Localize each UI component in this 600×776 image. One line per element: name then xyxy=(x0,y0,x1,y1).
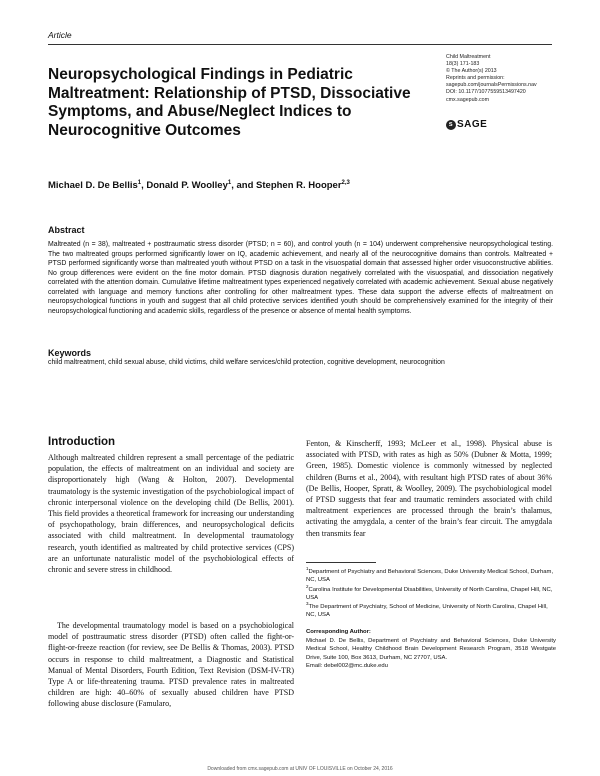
author-name: Michael D. De Bellis xyxy=(48,180,138,192)
footnote-affiliation-3 xyxy=(306,600,554,620)
footnote-number: 2 xyxy=(306,584,309,589)
introduction-heading: Introduction xyxy=(48,436,116,448)
reprints-label: Reprints and permission: xyxy=(446,75,505,82)
author-separator: , xyxy=(141,180,147,192)
doi[interactable]: DOI: 10.1177/1077559513497420 xyxy=(446,89,526,96)
corresponding-author xyxy=(306,628,556,671)
author-affiliation: 1 xyxy=(137,180,142,186)
article-type-label: Article xyxy=(48,30,72,40)
publisher-name: SAGE xyxy=(457,119,488,130)
author-affiliation: 2,3 xyxy=(341,180,350,186)
corresponding-author-address: Michael D. De Bellis, Department of Psychiatry and Behavioral Sciences, Duke University Medical School, Healthy Childhood Brain Development Research Program, 3518 Westgate Drive, Suite 100, Box 3613, Durham, NC 27707, USA. xyxy=(306,637,556,661)
footnote-affiliation-1 xyxy=(306,565,554,585)
footnote-text: Department of Psychiatry and Behavioral Sciences, Duke University Medical School, Durham, NC, USA xyxy=(306,568,554,584)
journal-name: Child Maltreatment xyxy=(446,54,491,60)
intro-paragraph-continued: Fenton, & Kinscherff, 1993; McLeer et al., 1998). Physical abuse is associated with PTSD, with rates as high as 50% (Dubner & Motta, 1999; Green, 1985). Domestic violence is commonly witnessed by neglected children (Burns et al., 2004), with resultant high PTSD rates of about 36% (De Bellis, Hooper, Spratt, & Woolley, 2009). The psychobiological model of PTSD suggests that fear and traumatic reminders associated with child maltreatment experiences are processed through the brain’s thalamus, activating the amygdala, a center of the brain’s fear circuit. The amygdala then transmits fear xyxy=(306,439,552,538)
paper-title: Neuropsychological Findings in Pediatric Maltreatment: Relationship of PTSD, Dissociative Symptoms, and Abuse/Neglect Indices to Neurocognitive Outcomes xyxy=(48,66,411,139)
footnote-number: 1 xyxy=(306,566,309,571)
journal-meta xyxy=(446,54,556,104)
journal-url[interactable]: cmx.sagepub.com xyxy=(446,96,489,103)
volume-pages: 18(3) 171-183 xyxy=(446,61,480,68)
download-footer: Downloaded from cmx.sagepub.com at UNIV OF LOUISVILLE on October 24, 2016 xyxy=(207,766,393,772)
footnote-text: Carolina Institute for Developmental Disabilities, University of North Carolina, Chapel Hill, NC, USA xyxy=(306,586,553,602)
keywords-text: child maltreatment, child sexual abuse, child victims, child welfare services/child protection, cognitive development, neurocognition xyxy=(48,359,445,366)
author-name: Donald P. Woolley xyxy=(146,180,228,192)
author-name: Stephen R. Hooper xyxy=(256,180,342,192)
abstract-heading: Abstract xyxy=(48,225,85,235)
corresponding-author-email[interactable]: Email: debel002@mc.duke.edu xyxy=(306,663,388,669)
footnote-text: The Department of Psychiatry, School of Medicine, University of North Carolina, Chapel Hill, NC, USA xyxy=(306,603,548,619)
reprints-link[interactable]: sagepub.com/journalsPermissions.nav xyxy=(446,82,537,89)
sage-logo xyxy=(446,119,487,130)
author-list xyxy=(48,180,350,191)
copyright: © The Author(s) 2013 xyxy=(446,68,497,75)
corresponding-author-heading: Corresponding Author: xyxy=(306,629,371,635)
intro-paragraph-1: Although maltreated children represent a small percentage of the pediatric population, the effects of maltreatment on an individual and society are disproportionately high (Wang & Holton, 2007). Developmental traumatology is the systemic investigation of the psychobiological impact of chronic interpersonal violence on the developing child (De Bellis, 2001). This field provides a theoretical framework for increasing our understanding of psychopathology, brain differences, and neuropsychological deficits associated with child maltreatment. In developmental traumatology research, youth identified as maltreated by child protective services (CPS) are an unfortunate naturalistic model of the psychobiological effects of chronic and severe stress in childhood. xyxy=(48,453,294,575)
author-separator: , and xyxy=(231,180,257,192)
abstract-text: Maltreated (n = 38), maltreated + posttraumatic stress disorder (PTSD; n = 60), and control youth (n = 104) underwent comprehensive neuropsychological testing. The two maltreated groups performed significantly lower on IQ, academic achievement, and nearly all of the neurocognitive domains than controls. Maltreated + PTSD performed significantly worse than maltreated youth without PTSD on a task in the visuospatial domain that assessed higher order visuoconstructive abilities. No group differences were evident on the fine motor domain. PTSD diagnosis duration negatively correlated with the visuospatial, and dissociation negatively correlated with the attention domain. Cumulative lifetime maltreatment types experienced negatively correlated with academic achievement. Sexual abuse negatively correlated with language and memory functions after controlling for other maltreatment types. These data support the adverse effects of maltreatment on neuropsychological functions in youth and suggest that all child protective services identified youth should be comprehensively examined for the integrity of their neuropsychological functioning and academic skills, regardless of the presence or absence of mental health symptoms. xyxy=(48,241,553,315)
sage-logo-icon: s xyxy=(446,120,456,130)
footnote-number: 3 xyxy=(306,601,309,606)
author-affiliation: 1 xyxy=(227,180,232,186)
intro-paragraph-2: The developmental traumatology model is based on a psychobiological model of posttraumatic stress disorder (PTSD) often called the fight-or-flight-or-freeze reaction (for review, see De Bellis & Thomas, 2003). PTSD occurs in response to child maltreatment, a Diagnostic and Statistical Manual of Mental Disorders, Fourth Edition, Text Revision (DSM-IV-TR) Type A or life-threatening trauma. PTSD prevalence rates in maltreated children are high: 40–60% of sexually abused children have PTSD following abuse disclosure (Famularo, xyxy=(48,621,294,709)
keywords-heading: Keywords xyxy=(48,348,92,358)
footnote-rule xyxy=(306,562,376,563)
header-rule xyxy=(48,44,552,45)
